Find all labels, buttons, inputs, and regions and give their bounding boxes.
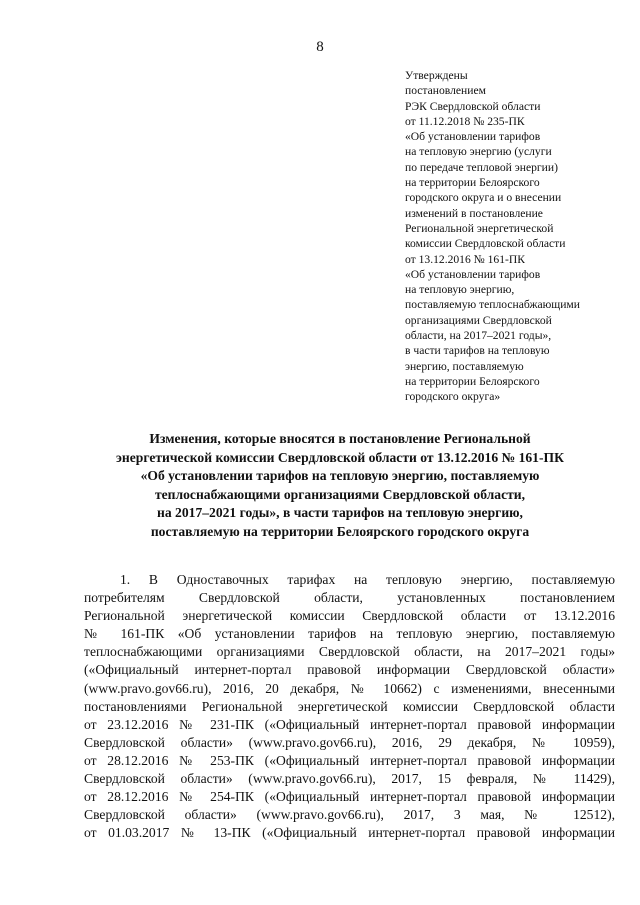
body-line: потребителям Свердловской области, установленных постановлением [84, 590, 615, 606]
body-line: от 23.12.2016 № 231-ПК («Официальный интернет-портал правовой информации [84, 716, 615, 732]
body-line: Свердловской области» (www.pravo.gov66.ru), 2016, 29 декабря, № 10959), [84, 734, 615, 750]
approval-line: по передаче тепловой энергии) [405, 160, 558, 174]
approval-line: РЭК Свердловской области [405, 99, 541, 113]
body-line: Региональной энергетической комиссии Свердловской области от 13.12.2016 [84, 608, 615, 624]
approval-line: «Об установлении тарифов [405, 267, 541, 281]
body-line: Свердловской области» (www.pravo.gov66.ru), 2017, 15 февраля, № 11429), [84, 771, 615, 787]
body-line: 1. В Одноставочных тарифах на тепловую энергию, поставляемую [120, 572, 615, 587]
approval-line: городского округа и о внесении [405, 191, 562, 205]
approval-line: на территории Белоярского [405, 176, 540, 190]
body-line: («Официальный интернет-портал правовой информации Свердловской области» [84, 662, 615, 678]
approval-line: в части тарифов на тепловую [405, 344, 550, 358]
approval-line: на территории Белоярского [405, 374, 540, 388]
body-line: постановлениями Региональной энергетической комиссии Свердловской области [84, 698, 615, 714]
title-line: на 2017–2021 годы», в части тарифов на тепловую энергию, [157, 505, 523, 521]
title-line: теплоснабжающими организациями Свердловской области, [154, 486, 526, 502]
body-paragraph [84, 571, 615, 842]
approval-line: изменений в постановление [405, 206, 543, 220]
approval-line: Региональной энергетической [405, 221, 554, 235]
approval-line: Утверждены [405, 69, 468, 82]
approval-line: городского округа» [405, 390, 501, 404]
approval-line: «Об установлении тарифов [405, 130, 541, 144]
title-line: «Об установлении тарифов на тепловую энергию, поставляемую [140, 468, 540, 484]
approval-line: поставляемую теплоснабжающими [405, 298, 580, 312]
body-line: от 01.03.2017 № 13-ПК («Официальный интернет-портал правовой информации [84, 825, 615, 841]
approval-line: энергию, поставляемую [405, 359, 524, 373]
body-line: (www.pravo.gov66.ru), 2016, 20 декабря, № 10662) с изменениями, внесенными [84, 680, 615, 696]
title-line: поставляемую на территории Белоярского городского округа [150, 523, 530, 539]
page-number: 8 [316, 39, 324, 55]
document-title [60, 430, 620, 542]
body-line: от 28.12.2016 № 254-ПК («Официальный интернет-портал правовой информации [84, 789, 615, 805]
title-line: Изменения, которые вносятся в постановление Региональной [149, 431, 531, 446]
title-line: энергетической комиссии Свердловской области от 13.12.2016 № 161-ПК [116, 449, 564, 465]
approval-line: постановлением [405, 84, 486, 98]
approval-block [405, 68, 630, 405]
approval-line: от 13.12.2016 № 161-ПК [405, 252, 525, 266]
body-line: Свердловской области» (www.pravo.gov66.ru), 2017, 3 мая, № 12512), [84, 807, 615, 823]
approval-line: от 11.12.2018 № 235-ПК [405, 114, 525, 128]
approval-line: организациями Свердловской [405, 313, 552, 327]
body-line: теплоснабжающими организациями Свердловской области, на 2017–2021 годы» [84, 644, 615, 660]
approval-line: на тепловую энергию, [405, 283, 515, 297]
body-line: от 28.12.2016 № 253-ПК («Официальный интернет-портал правовой информации [84, 752, 615, 768]
approval-line: на тепловую энергию (услуги [405, 145, 552, 159]
body-line: № 161-ПК «Об установлении тарифов на тепловую энергию, поставляемую [84, 626, 615, 642]
approval-line: области, на 2017–2021 годы», [405, 329, 552, 343]
approval-line: комиссии Свердловской области [405, 237, 566, 251]
